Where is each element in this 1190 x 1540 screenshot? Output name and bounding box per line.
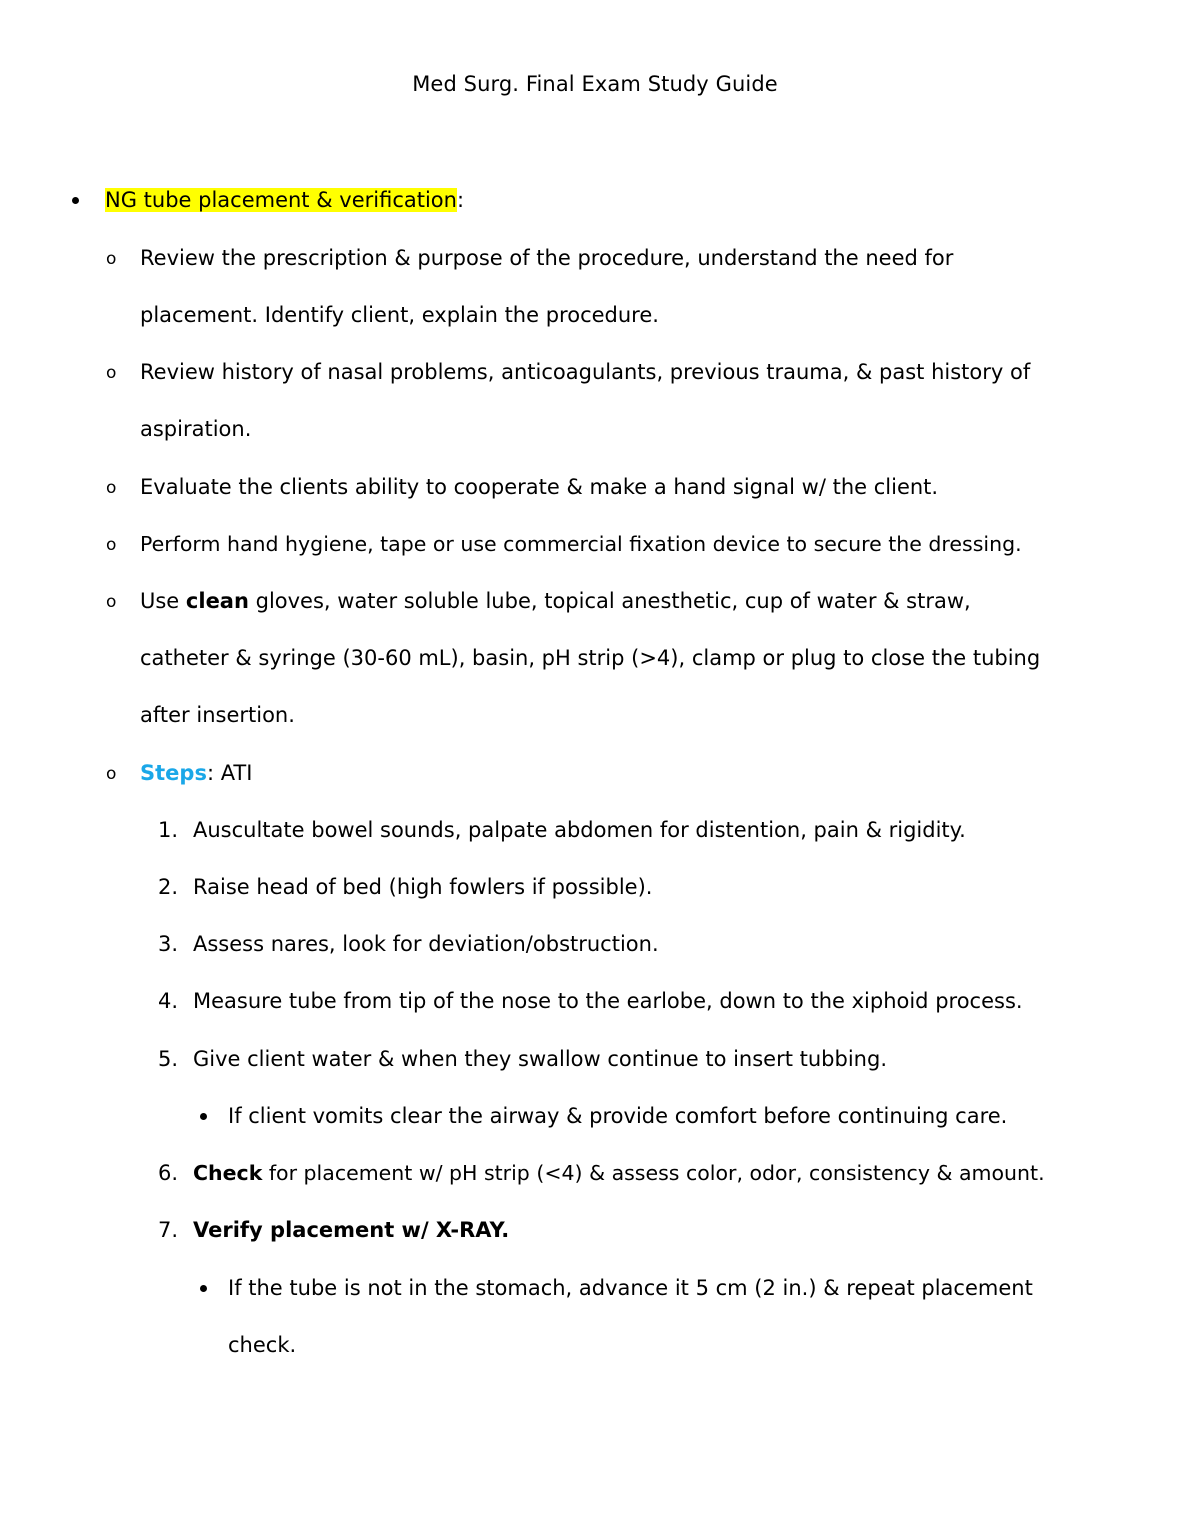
text-run: for placement w/ pH strip (<4) & assess color, odor, consistency & amount. [262,1161,1045,1185]
section-heading [105,186,464,214]
step-number: 7. [158,1218,179,1242]
disc-bullet [200,1113,207,1120]
circle-bullet: o [106,249,117,269]
step-number: 2. [158,875,179,899]
step-text: Give client water & when they swallow continue to insert tubbing. [193,1047,887,1071]
circle-bullet: o [106,592,117,612]
step-number: 5. [158,1047,179,1071]
step-number: 6. [158,1161,179,1185]
heading-colon: : [456,188,465,212]
step-text: Measure tube from tip of the nose to the earlobe, down to the xiphoid process. [193,989,1023,1013]
bold-text: clean [185,589,249,613]
list-item-line [140,587,971,615]
list-item-line: after insertion. [140,703,295,727]
step-text [193,1159,1045,1187]
list-item-line: Perform hand hygiene, tape or use commercial fixation device to secure the dressing. [140,532,1022,556]
step-number: 1. [158,818,179,842]
list-item-line: Evaluate the clients ability to cooperate & make a hand signal w/ the client. [140,475,939,499]
disc-bullet [200,1285,207,1292]
text-run: gloves, water soluble lube, topical anesthetic, cup of water & straw, [248,589,971,613]
circle-bullet: o [106,363,117,383]
step-text: Raise head of bed (high fowlers if possible). [193,875,653,899]
steps-label: Steps [140,761,207,785]
bold-text: Verify placement w/ X-RAY. [193,1218,510,1242]
circle-bullet: o [106,478,117,498]
list-item-line: catheter & syringe (30-60 mL), basin, pH strip (>4), clamp or plug to close the tubing [140,646,1041,670]
step-number: 4. [158,989,179,1013]
sub-bullet-text: check. [228,1333,297,1357]
sub-bullet-text: If client vomits clear the airway & provide comfort before continuing care. [228,1104,1008,1128]
bold-text: Check [193,1161,263,1185]
circle-bullet: o [106,764,117,784]
step-text [193,1216,509,1244]
highlighted-heading: NG tube placement & verification [105,188,457,212]
list-item-line: Review history of nasal problems, anticoagulants, previous trauma, & past history of [140,360,1031,384]
steps-suffix: : ATI [206,761,253,785]
page-title: Med Surg. Final Exam Study Guide [412,72,778,96]
list-item-line: aspiration. [140,417,252,441]
sub-bullet-text: If the tube is not in the stomach, advance it 5 cm (2 in.) & repeat placement [228,1276,1033,1300]
list-item-line: placement. Identify client, explain the procedure. [140,303,659,327]
text-run: Use [140,589,186,613]
step-number: 3. [158,932,179,956]
step-text: Auscultate bowel sounds, palpate abdomen for distention, pain & rigidity. [193,818,966,842]
steps-heading [140,759,252,787]
circle-bullet: o [106,535,117,555]
step-text: Assess nares, look for deviation/obstruction. [193,932,659,956]
list-item-line: Review the prescription & purpose of the procedure, understand the need for [140,246,954,270]
disc-bullet [72,197,79,204]
